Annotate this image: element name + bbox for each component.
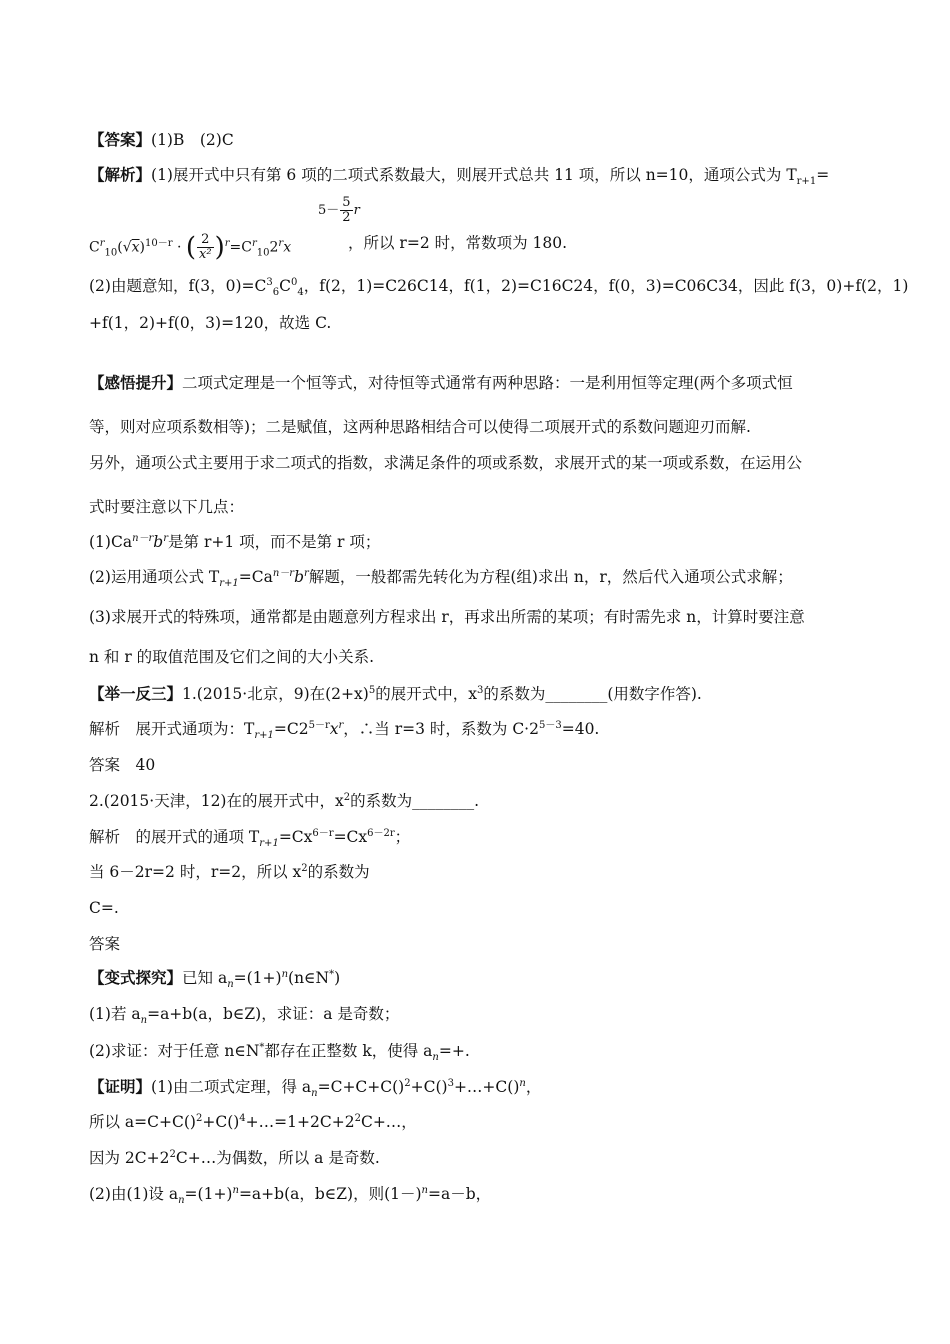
proof-text: =(1+) — [184, 1185, 233, 1203]
practice-q1-answer — [89, 755, 155, 775]
insight-item-1 — [89, 532, 380, 552]
superscript: 5 — [368, 684, 376, 696]
insight-text: (1)Ca — [89, 533, 133, 551]
sqrt-radicand: x — [131, 239, 140, 256]
subscript: n — [178, 1195, 185, 1207]
analysis-text: ，所以 r=2 时，常数项为 180. — [348, 234, 568, 252]
proof-text: 因为 2C+2 — [89, 1149, 170, 1167]
practice-text: ； — [394, 828, 411, 846]
subscript: n — [227, 979, 234, 991]
subscript: 10 — [256, 247, 270, 259]
superscript: n — [281, 968, 289, 980]
variant-text: 已知 a — [182, 969, 228, 987]
practice-text: 答案 — [89, 935, 121, 953]
insight-text: b — [153, 533, 164, 551]
subscript: n — [311, 1088, 318, 1100]
formula-text: x — [283, 239, 292, 256]
proof-text: (1)由二项式定理，得 a — [151, 1078, 312, 1096]
superscript: r — [163, 532, 169, 544]
variant-text: =(1+) — [233, 969, 282, 987]
practice-text: x — [329, 720, 339, 738]
superscript: 5－3 — [538, 719, 562, 731]
insight-line-4 — [89, 497, 244, 517]
insight-text: n 和 r 的取值范围及它们之间的大小关系. — [89, 648, 375, 666]
superscript: 6－2r — [367, 827, 395, 839]
practice-text: 的展开式中，x — [375, 685, 477, 703]
subscript: r+1 — [796, 176, 817, 188]
superscript: 2 — [301, 862, 308, 874]
formula-text: · — [176, 239, 182, 256]
practice-text: 解析 展开式通项为：T — [89, 720, 255, 738]
superscript: r — [304, 567, 309, 579]
superscript: 0 — [290, 276, 298, 288]
superscript: * — [329, 968, 335, 980]
superscript: n — [232, 1184, 239, 1196]
variant-intro — [89, 968, 341, 991]
practice-q1 — [89, 684, 702, 704]
practice-text: =Cx — [333, 828, 368, 846]
fraction-denominator: 2 — [342, 210, 351, 225]
subscript: r+1 — [219, 578, 239, 590]
variant-text: (1)若 a — [89, 1005, 141, 1023]
superscript: * — [259, 1041, 265, 1053]
superscript: r — [99, 237, 105, 249]
practice-text: 2.(2015·天津，12)在的展开式中，x — [89, 792, 344, 810]
insight-line-3 — [89, 453, 802, 473]
superscript: n－r — [132, 532, 154, 544]
exponent-text: r — [353, 203, 360, 218]
practice-q1-solution — [89, 719, 600, 742]
practice-text: ，∴当 r=3 时，系数为 C·2 — [343, 720, 539, 738]
superscript: 2 — [354, 1112, 361, 1124]
superscript: 3 — [266, 276, 273, 288]
practice-text: C=. — [89, 899, 119, 917]
analysis-part2-line-2 — [89, 313, 331, 333]
insight-text: 二项式定理是一个恒等式，对待恒等式通常有两种思路：一是利用恒等定理(两个多项式恒 — [182, 374, 793, 392]
analysis-label: 【解析】 — [89, 165, 152, 184]
analysis-text: (1)展开式中只有第 6 项的二项式系数最大，则展开式总共 11 项，所以 n=10，通项公式为 T — [151, 166, 797, 184]
insight-line-1 — [89, 373, 793, 393]
proof-line-1 — [89, 1077, 542, 1100]
superscript: r — [224, 237, 230, 249]
superscript: r — [338, 719, 344, 731]
formula-text: 2 — [269, 239, 279, 256]
insight-text: 是第 r+1 项，而不是第 r 项； — [168, 533, 381, 551]
proof-text: C+…为偶数，所以 a 是奇数. — [175, 1149, 380, 1167]
practice-text: 1.(2015·北京，9)在(2+x) — [182, 685, 369, 703]
analysis-text: (2)由题意知，f(3，0)=C — [89, 277, 267, 295]
subscript: r+1 — [254, 730, 274, 742]
formula-text: C — [89, 239, 100, 256]
proof-line-2 — [89, 1112, 417, 1132]
analysis-part2-line-1 — [89, 276, 909, 299]
subscript: 6 — [272, 287, 280, 299]
insight-text: b — [294, 568, 305, 586]
fraction-denominator: x² — [199, 247, 212, 262]
proof-line-3 — [89, 1148, 380, 1168]
answer-line — [89, 130, 234, 150]
variant-text: (2)求证：对于任意 n∈N — [89, 1042, 260, 1060]
practice-text: 的系数为________. — [350, 792, 480, 810]
analysis-text: ，f(2，1)=C26C14，f(1，2)=C16C24，f(0，3)=C06C34，因此 f(3，0)+f(2，1) — [303, 277, 909, 295]
variant-text: =+. — [438, 1042, 470, 1060]
formula-text: =C — [229, 239, 252, 256]
practice-text: 解析 的展开式的通项 T — [89, 828, 260, 846]
analysis-text: C — [279, 277, 291, 295]
practice-text: =40. — [561, 720, 600, 738]
proof-text: ， — [525, 1078, 542, 1096]
superscript: 3 — [447, 1077, 454, 1089]
proof-line-4 — [89, 1184, 492, 1207]
formula-line: $C^r_{10}(√x)^{10-r}$ · ( $\frac{2}{\text{x²}}$ )$^r=C^r_{10}2^rx$ — [89, 232, 292, 263]
practice-text: 答案 40 — [89, 756, 156, 774]
superscript: 3 — [476, 684, 484, 696]
formula-top-exponent — [318, 196, 360, 225]
practice-text: 的系数为________(用数字作答). — [483, 685, 702, 703]
fraction — [340, 196, 352, 225]
insight-item-2 — [89, 567, 793, 590]
practice-text: 的系数为 — [307, 863, 370, 881]
proof-text: +…=1+2C+2 — [245, 1113, 355, 1131]
proof-text: +C() — [202, 1113, 240, 1131]
proof-text: =a+b(a，b∈Z)，则(1－) — [238, 1185, 422, 1203]
analysis-text: +f(1，2)+f(0，3)=120，故选 C. — [89, 314, 332, 332]
variant-text: 都存在正整数 k，使得 a — [264, 1042, 433, 1060]
superscript: 2 — [195, 1112, 203, 1124]
variant-q2 — [89, 1041, 470, 1064]
practice-q2-solution-2 — [89, 862, 370, 882]
superscript: n — [421, 1184, 428, 1196]
fraction-numerator: 2 — [197, 233, 214, 248]
insight-text: (2)运用通项公式 T — [89, 568, 220, 586]
insight-label: 【感悟提升】 — [89, 373, 183, 392]
superscript: n — [519, 1077, 526, 1089]
subscript: 10 — [104, 247, 118, 259]
superscript: 2 — [169, 1148, 176, 1160]
insight-text: =Ca — [238, 568, 273, 586]
practice-q2 — [89, 791, 479, 811]
answer-text: (1)B (2)C — [151, 131, 234, 149]
practice-q2-answer — [89, 934, 120, 954]
analysis-line-1 — [89, 165, 830, 188]
insight-text: 另外，通项公式主要用于求二项式的指数，求满足条件的项或系数，求展开式的某一项或系数，在运用公 — [89, 454, 803, 472]
proof-text: =a－b， — [428, 1185, 492, 1203]
practice-text: =C2 — [273, 720, 309, 738]
superscript: 2 — [343, 791, 351, 803]
exponent-text: 5－ — [318, 203, 340, 218]
superscript: 5－r — [308, 719, 330, 731]
variant-text: (n∈N — [288, 969, 330, 987]
variant-q1 — [89, 1004, 400, 1027]
answer-label: 【答案】 — [89, 130, 152, 149]
proof-text: +…+C() — [453, 1078, 520, 1096]
subscript: 4 — [297, 287, 304, 299]
superscript: 10－r — [145, 237, 173, 249]
insight-line-2 — [89, 417, 751, 437]
fraction — [197, 233, 214, 262]
superscript: r — [278, 237, 284, 249]
practice-text: =Cx — [278, 828, 313, 846]
analysis-text: = — [816, 166, 830, 184]
superscript: 2 — [404, 1077, 411, 1089]
variant-text: =a+b(a，b∈Z)，求证：a 是奇数； — [147, 1005, 400, 1023]
variant-text: ) — [334, 969, 341, 987]
superscript: n－r — [272, 567, 295, 579]
insight-text: 式时要注意以下几点： — [89, 498, 245, 516]
proof-text: (2)由(1)设 a — [89, 1185, 179, 1203]
proof-text: =C+C+C() — [317, 1078, 405, 1096]
subscript: n — [432, 1052, 439, 1064]
superscript: 4 — [239, 1112, 246, 1124]
insight-text: (3)求展开式的特殊项，通常都是由题意列方程求出 r，再求出所需的某项；有时需先求 n，计算时要注意 — [89, 608, 805, 626]
fraction-numerator: 5 — [342, 195, 351, 210]
superscript: r — [251, 237, 257, 249]
variant-label: 【变式探究】 — [89, 968, 183, 987]
superscript: 6－r — [312, 827, 334, 839]
insight-item-3-line-1 — [89, 607, 805, 627]
practice-q2-solution-3 — [89, 898, 119, 918]
proof-text: +C() — [410, 1078, 448, 1096]
insight-text: 解题，一般都需先转化为方程(组)求出 n，r，然后代入通项公式求解； — [308, 568, 793, 586]
subscript: n — [140, 1015, 148, 1027]
proof-text: C+…， — [360, 1113, 417, 1131]
practice-label: 【举一反三】 — [89, 684, 183, 703]
subscript: r+1 — [259, 838, 279, 850]
insight-item-3-line-2 — [89, 647, 374, 667]
proof-text: 所以 a=C+C() — [89, 1113, 196, 1131]
analysis-line-2-tail — [348, 233, 567, 253]
practice-text: 当 6－2r=2 时，r=2，所以 x — [89, 863, 302, 881]
practice-q2-solution — [89, 827, 411, 850]
insight-text: 等，则对应项系数相等)；二是赋值，这两种思路相结合可以使得二项展开式的系数问题迎刃而解. — [89, 418, 751, 436]
proof-label: 【证明】 — [89, 1077, 152, 1096]
